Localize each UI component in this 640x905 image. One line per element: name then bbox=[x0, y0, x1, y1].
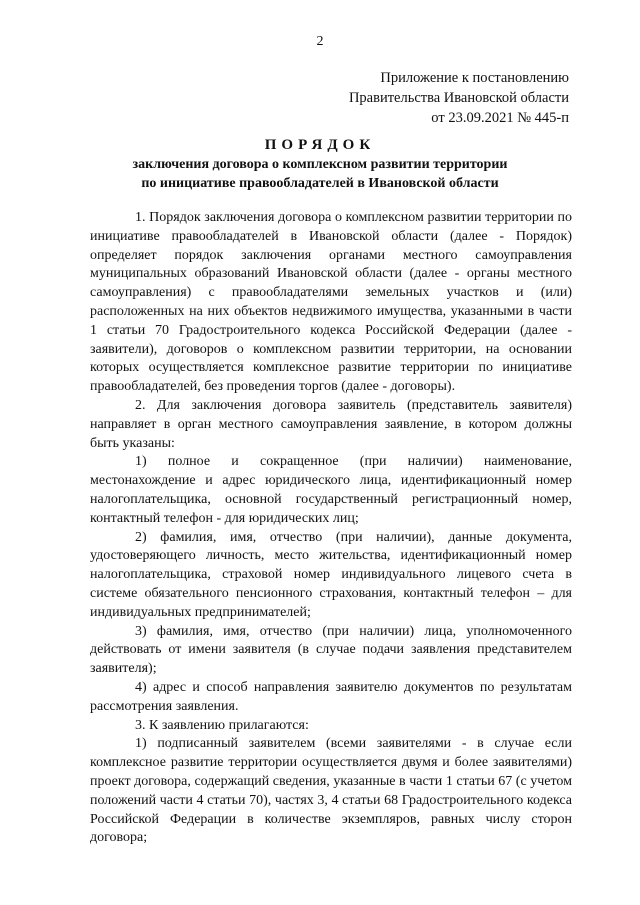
paragraph: 1) полное и сокращенное (при наличии) наименование, местонахождение и адрес юридического лица, идентификационный номер налогоплательщика, основной государственный регистрационный номер, контактный телефон - для юридических лиц; bbox=[90, 454, 572, 526]
paragraph: 2. Для заключения договора заявитель (представитель заявителя) направляет в орган местного самоуправления заявление, в котором должны быть указаны: bbox=[90, 397, 572, 451]
document-subtitle bbox=[0, 155, 640, 193]
subtitle-line: заключения договора о комплексном развитии территории bbox=[132, 157, 508, 172]
paragraph: 1) подписанный заявителем (всеми заявителями - в случае если комплексное развитие территории осуществляется двумя и более заявителями) проект договора, содержащий сведения, указанные в части 1 статьи 67 (с учетом положений части 4 статьи 70), частях 3, 4 статьи 68 Градостроительного кодекса Российской Федерации в количестве экземпляров, равных числу сторон договора; bbox=[90, 736, 572, 846]
appendix-line: от 23.09.2021 № 445-п bbox=[431, 110, 569, 126]
document-body bbox=[90, 209, 572, 848]
document-title: ПОРЯДОК bbox=[264, 137, 376, 153]
paragraph: 3. К заявлению прилагаются: bbox=[135, 717, 309, 733]
page-number: 2 bbox=[316, 34, 324, 49]
appendix-line: Приложение к постановлению bbox=[380, 70, 569, 86]
paragraph: 1. Порядок заключения договора о комплексном развитии территории по инициативе правообладателей в Ивановской области (далее - Порядок) определяет порядок заключения органами местного самоуправления муниципальных образований Ивановской области (далее - органы местного самоуправления) с правообладателями земельных участков и (или) расположенных на них объектов недвижимого имущества, указанными в части 1 статьи 70 Градостроительного кодекса Российской Федерации (далее - заявители), договоров о комплексном развитии территории, на основании которых осуществляется комплексное развитие территории по инициативе правообладателей, без проведения торгов (далее - договоры). bbox=[90, 210, 572, 395]
subtitle-line: по инициативе правообладателей в Ивановской области bbox=[141, 176, 499, 191]
document-heading bbox=[0, 135, 640, 193]
paragraph: 2) фамилия, имя, отчество (при наличии), данные документа, удостоверяющего личность, место жительства, идентификационный номер налогоплательщика, страховой номер индивидуального лицевого счета в системе обязательного пенсионного страхования, контактный телефон – для индивидуальных предпринимателей; bbox=[90, 529, 572, 620]
appendix-reference bbox=[349, 68, 569, 128]
appendix-line: Правительства Ивановской области bbox=[348, 90, 569, 106]
paragraph: 3) фамилия, имя, отчество (при наличии) лица, уполномоченного действовать от имени заявителя (в случае подачи заявления представителем заявителя); bbox=[90, 623, 572, 677]
paragraph: 4) адрес и способ направления заявителю документов по результатам рассмотрения заявления. bbox=[90, 679, 572, 714]
